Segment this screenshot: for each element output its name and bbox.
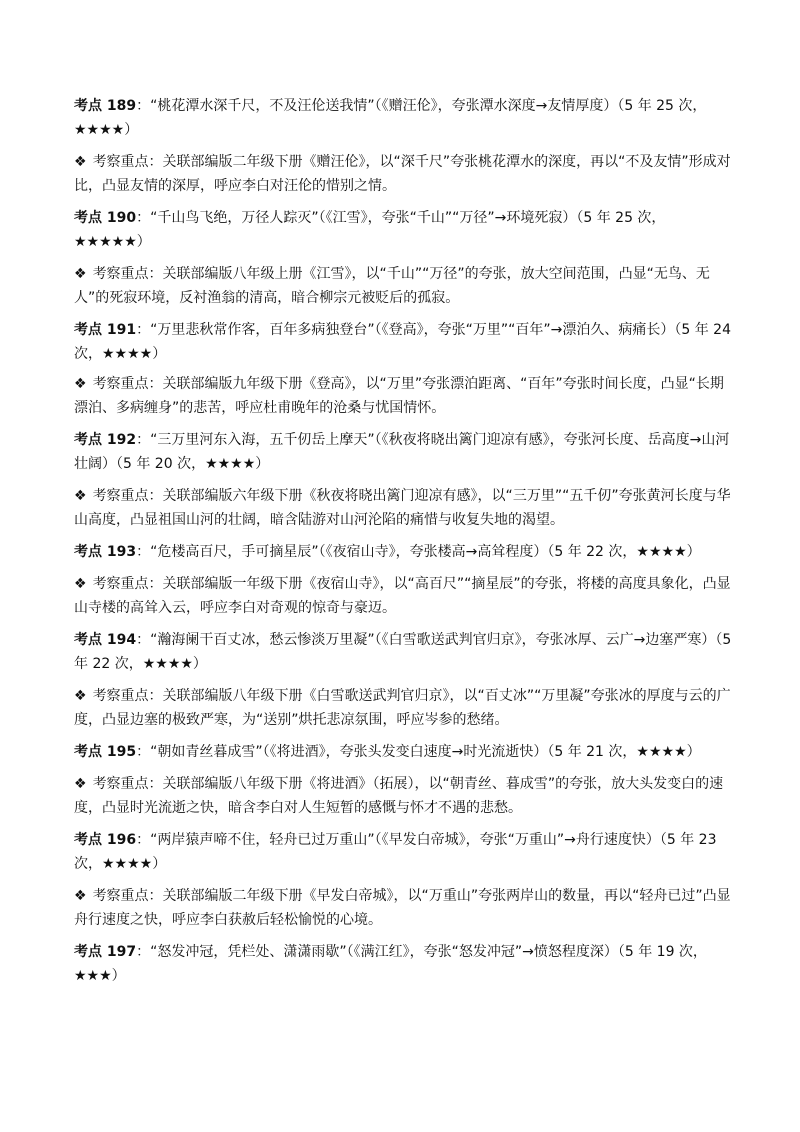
item-197 xyxy=(74,940,734,988)
item-text: ：“三万里河东入海，五千仞岳上摩天”（《秋夜将晓出篱门迎凉有感》，夸张河长度、岳高度→山河壮阔）（5 年 20 次，★★★★） xyxy=(74,432,730,472)
note-190 xyxy=(74,262,734,310)
item-label: 考点 190 xyxy=(74,210,137,226)
item-label: 考点 192 xyxy=(74,432,137,448)
item-label: 考点 196 xyxy=(74,832,137,848)
item-label: 考点 194 xyxy=(74,632,137,648)
item-text: ：“千山鸟飞绝，万径人踪灭”（《江雪》，夸张“千山”“万径”→环境死寂）（5 年 25 次，★★★★★） xyxy=(74,210,666,250)
item-196 xyxy=(74,828,734,876)
item-text: ：“危楼高百尺，手可摘星辰”（《夜宿山寺》，夸张楼高→高耸程度）（5 年 22 次，★★★★） xyxy=(136,544,701,560)
diamond-bullet-icon: ❖ xyxy=(74,154,87,170)
note-text: 考察重点：关联部编版九年级下册《登高》，以“万里”夸张漂泊距离、“百年”夸张时间长度，凸显“长期漂泊、多病缠身”的悲苦，呼应杜甫晚年的沧桑与忧国情怀。 xyxy=(74,376,724,416)
item-label: 考点 191 xyxy=(74,322,137,338)
item-text: ：“瀚海阑干百丈冰，愁云惨淡万里凝”（《白雪歌送武判官归京》，夸张冰厚、云广→边塞严寒）（5 年 22 次，★★★★） xyxy=(74,632,732,672)
item-label: 考点 195 xyxy=(74,744,137,760)
item-text: ：“两岸猿声啼不住，轻舟已过万重山”（《早发白帝城》，夸张“万重山”→舟行速度快）（5 年 23 次，★★★★） xyxy=(74,832,717,872)
diamond-bullet-icon: ❖ xyxy=(74,266,87,282)
diamond-bullet-icon: ❖ xyxy=(74,888,87,904)
item-label: 考点 189 xyxy=(74,98,137,114)
note-193 xyxy=(74,572,734,620)
diamond-bullet-icon: ❖ xyxy=(74,776,87,792)
note-text: 考察重点：关联部编版六年级下册《秋夜将晓出篱门迎凉有感》，以“三万里”“五千仞”夸张黄河长度与华山高度，凸显祖国山河的壮阔，暗含陆游对山河沦陷的痛惜与收复失地的渴望。 xyxy=(74,488,731,528)
item-text: ：“怒发冲冠，凭栏处、潇潇雨歇”（《满江红》，夸张“怒发冲冠”→愤怒程度深）（5 年 19 次，★★★） xyxy=(74,944,707,984)
item-label: 考点 197 xyxy=(74,944,137,960)
item-194 xyxy=(74,628,734,676)
note-text: 考察重点：关联部编版二年级下册《早发白帝城》，以“万重山”夸张两岸山的数量，再以“轻舟已过”凸显舟行速度之快，呼应李白获赦后轻松愉悦的心境。 xyxy=(74,888,731,928)
item-text: ：“朝如青丝暮成雪”（《将进酒》，夸张头发变白速度→时光流逝快）（5 年 21 次，★★★★） xyxy=(136,744,701,760)
diamond-bullet-icon: ❖ xyxy=(74,376,87,392)
item-text: ：“万里悲秋常作客，百年多病独登台”（《登高》，夸张“万里”“百年”→漂泊久、病痛长）（5 年 24 次，★★★★） xyxy=(74,322,731,362)
item-191 xyxy=(74,318,734,366)
note-196 xyxy=(74,884,734,932)
diamond-bullet-icon: ❖ xyxy=(74,576,87,592)
item-text: ：“桃花潭水深千尺，不及汪伦送我情”（《赠汪伦》，夸张潭水深度→友情厚度）（5 年 25 次，★★★★） xyxy=(74,98,707,138)
note-191 xyxy=(74,372,734,420)
note-text: 考察重点：关联部编版八年级下册《将进酒》（拓展），以“朝青丝、暮成雪”的夸张，放大头发变白的速度，凸显时光流逝之快，暗含李白对人生短暂的感慨与怀才不遇的悲愁。 xyxy=(74,776,724,816)
item-190 xyxy=(74,206,734,254)
item-192 xyxy=(74,428,734,476)
item-label: 考点 193 xyxy=(74,544,137,560)
note-192 xyxy=(74,484,734,532)
item-189 xyxy=(74,94,734,142)
note-text: 考察重点：关联部编版八年级上册《江雪》，以“千山”“万径”的夸张，放大空间范围，凸显“无鸟、无人”的死寂环境，反衬渔翁的清高，暗合柳宗元被贬后的孤寂。 xyxy=(74,266,710,306)
note-189 xyxy=(74,150,734,198)
note-text: 考察重点：关联部编版八年级下册《白雪歌送武判官归京》，以“百丈冰”“万里凝”夸张冰的厚度与云的广度，凸显边塞的极致严寒，为“送别”烘托悲凉氛围，呼应岑参的愁绪。 xyxy=(74,688,731,728)
item-193 xyxy=(74,540,734,564)
note-text: 考察重点：关联部编版二年级下册《赠汪伦》，以“深千尺”夸张桃花潭水的深度，再以“不及友情”形成对比，凸显友情的深厚，呼应李白对汪伦的惜别之情。 xyxy=(74,154,731,194)
diamond-bullet-icon: ❖ xyxy=(74,488,87,504)
note-195 xyxy=(74,772,734,820)
item-195 xyxy=(74,740,734,764)
note-text: 考察重点：关联部编版一年级下册《夜宿山寺》，以“高百尺”“摘星辰”的夸张，将楼的高度具象化，凸显山寺楼的高耸入云，呼应李白对奇观的惊奇与豪迈。 xyxy=(74,576,731,616)
diamond-bullet-icon: ❖ xyxy=(74,688,87,704)
note-194 xyxy=(74,684,734,732)
